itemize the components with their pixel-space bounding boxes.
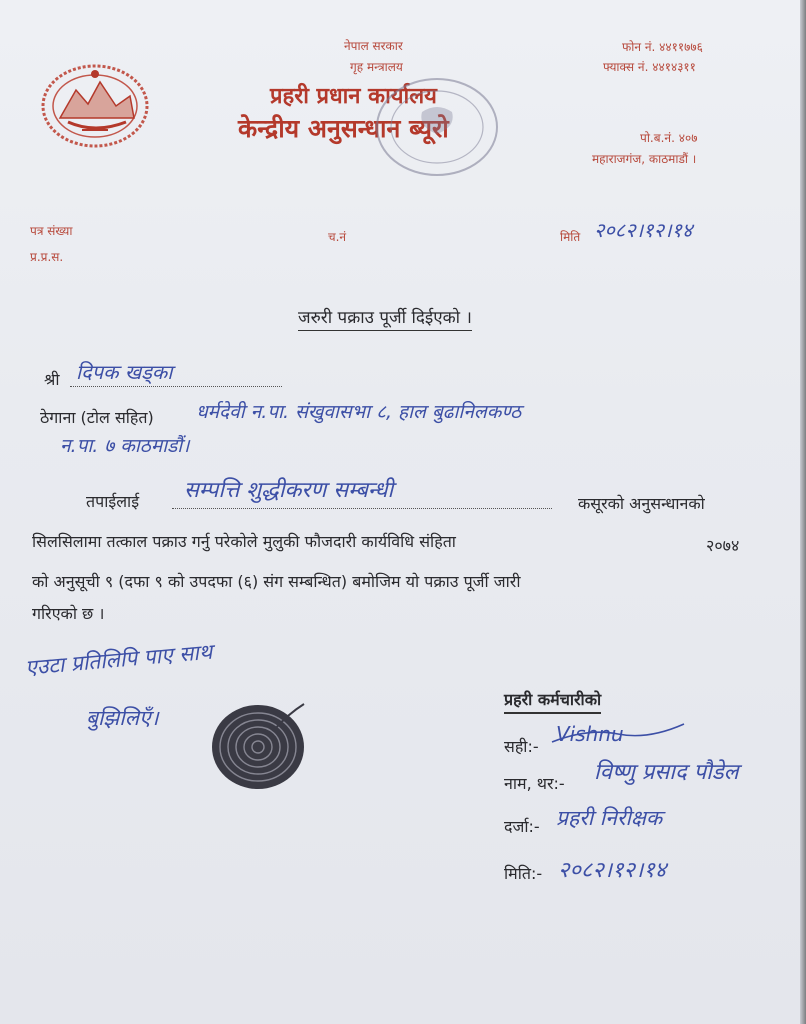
pobox-label: पो.ब.नं. [640, 131, 675, 145]
nepal-emblem-icon [38, 60, 153, 152]
document-title: जरुरी पक्राउ पूर्जी दिईएको । [298, 305, 472, 331]
receipt-line-2: बुझिलिएँ। [86, 706, 159, 730]
phone-row [622, 38, 703, 55]
pps-label: प्र.प्र.स. [30, 250, 64, 264]
signature-stroke-icon [548, 712, 688, 752]
pobox-number: ४०७ [678, 131, 698, 145]
phone-number: ४४११७७६ [659, 40, 703, 54]
offense-text: सम्पत्ति शुद्धीकरण सम्बन्धी [184, 478, 394, 503]
paragraph-line-2: सिलसिलामा तत्काल पक्राउ गर्नु परेकोले मुलुकी फौजदारी कार्यविधि संहिता [32, 532, 456, 551]
gov-name: नेपाल सरकार [344, 39, 403, 53]
shri-label: श्री [44, 370, 60, 389]
ministry-name: गृह मन्त्रालय [350, 60, 403, 74]
address-line-1: धर्मदेवी न.पा. संखुवासभा ८, हाल बुढानिलकण्ठ [196, 401, 522, 423]
officer-heading: प्रहरी कर्मचारीको [504, 688, 601, 714]
fax-number: ४४१४३११ [652, 60, 696, 74]
officer-name-label: नाम, थर:- [504, 774, 565, 793]
receipt-line-1: एउटा प्रतिलिपि पाए साथ [24, 639, 214, 680]
paragraph-line-4: गरिएको छ । [32, 604, 105, 623]
office-name: प्रहरी प्रधान कार्यालय [270, 84, 437, 109]
recipient-name: दिपक खड्का [76, 360, 173, 384]
phone-label: फोन नं. [622, 40, 656, 54]
date-value: २०८२।१२।१४ [594, 218, 693, 242]
cn-label: च.नं [328, 230, 347, 244]
address-line-2: न.पा. ७ काठमाडौं। [60, 435, 190, 457]
address-label: ठेगाना (टोल सहित) [40, 408, 154, 427]
officer-name: विष्णु प्रसाद पौडेल [594, 760, 739, 785]
letter-number-label: पत्र संख्या [30, 224, 73, 238]
officer-signature: Vishnu [556, 722, 624, 746]
paragraph-line-3: को अनुसूची ९ (दफा ९ को उपदफा (६) संग सम्बन्धित) बमोजिम यो पक्राउ पूर्जी जारी [32, 572, 521, 591]
officer-date-label: मिति:- [504, 864, 543, 883]
paragraph-line-1: कसूरको अनुसन्धानको [578, 494, 705, 513]
you-label: तपाईलाई [86, 492, 140, 511]
fax-row [603, 58, 696, 75]
thumbprint-icon [208, 700, 312, 794]
date-label: मिति [560, 230, 581, 244]
signature-label: सही:- [504, 737, 539, 756]
fax-label: फ्याक्स नं. [603, 60, 649, 74]
officer-rank-label: दर्जा:- [504, 817, 540, 836]
code-year: २०७४ [706, 536, 740, 555]
bureau-name: केन्द्रीय अनुसन्धान ब्यूरो [238, 114, 449, 143]
location: महाराजगंज, काठमाडौं । [592, 152, 697, 166]
pobox-row [640, 129, 697, 146]
page-edge [800, 0, 806, 1024]
office-stamp-icon [372, 72, 502, 182]
officer-rank: प्रहरी निरीक्षक [556, 806, 663, 830]
officer-date: २०८२।१२।१४ [558, 858, 667, 883]
